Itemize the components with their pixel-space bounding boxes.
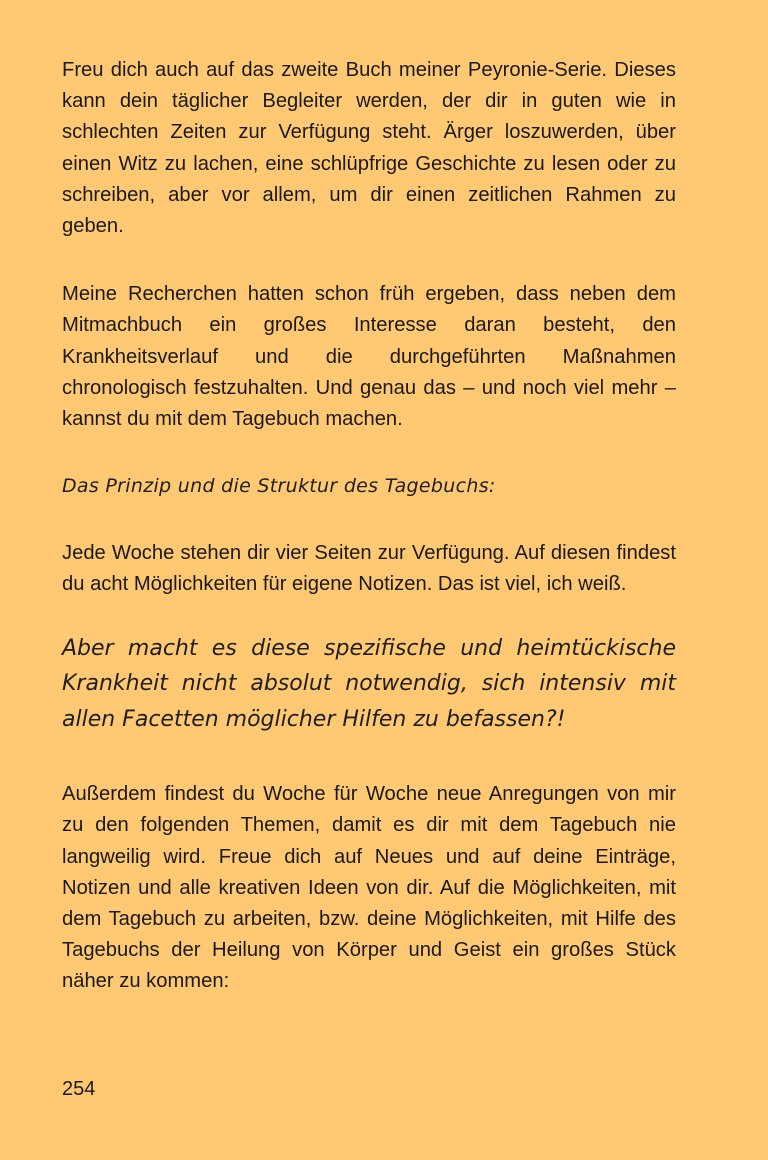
paragraph-research: Meine Recherchen hatten schon früh ergeben, dass neben dem Mitmachbuch ein großes Interesse daran besteht, den Krankheitsverlauf und die durchgeführten Maßnahmen chronologisch festzuhalten. Und genau das – und noch viel mehr – kannst du mit dem Tagebuch machen. xyxy=(62,283,676,431)
highlight-quote: Aber macht es diese spezifische und heimtückische Krankheit nicht absolut notwendig, sich intensiv mit allen Facetten möglicher Hilfen zu befassen?! xyxy=(62,635,676,732)
paragraph-weekly-pages: Jede Woche stehen dir vier Seiten zur Verfügung. Auf diesen findest du acht Möglichkeiten für eigene Notizen. Das ist viel, ich weiß. xyxy=(62,542,676,596)
page-number: 254 xyxy=(62,1078,96,1100)
section-heading: Das Prinzip und die Struktur des Tagebuchs: xyxy=(62,475,496,498)
paragraph-weekly-suggestions: Außerdem findest du Woche für Woche neue Anregungen von mir zu den folgenden Themen, damit es dir mit dem Tagebuch nie langweilig wird. Freue dich auf Neues und auf deine Einträge, Notizen und alle kreativen Ideen von dir. Auf die Möglichkeiten, mit dem Tagebuch zu arbeiten, bzw. deine Möglichkeiten, mit Hilfe des Tagebuchs der Heilung von Körper und Geist ein großes Stück näher zu kommen: xyxy=(62,783,676,993)
book-page xyxy=(62,55,676,998)
paragraph-peyronie-series: Freu dich auch auf das zweite Buch meiner Peyronie-Serie. Dieses kann dein täglicher Begleiter werden, der dir in guten wie in schlechten Zeiten zur Verfügung steht. Ärger loszuwerden, über einen Witz zu lachen, eine schlüpfrige Geschichte zu lesen oder zu schreiben, aber vor allem, um dir einen zeitlichen Rahmen zu geben. xyxy=(62,59,676,238)
